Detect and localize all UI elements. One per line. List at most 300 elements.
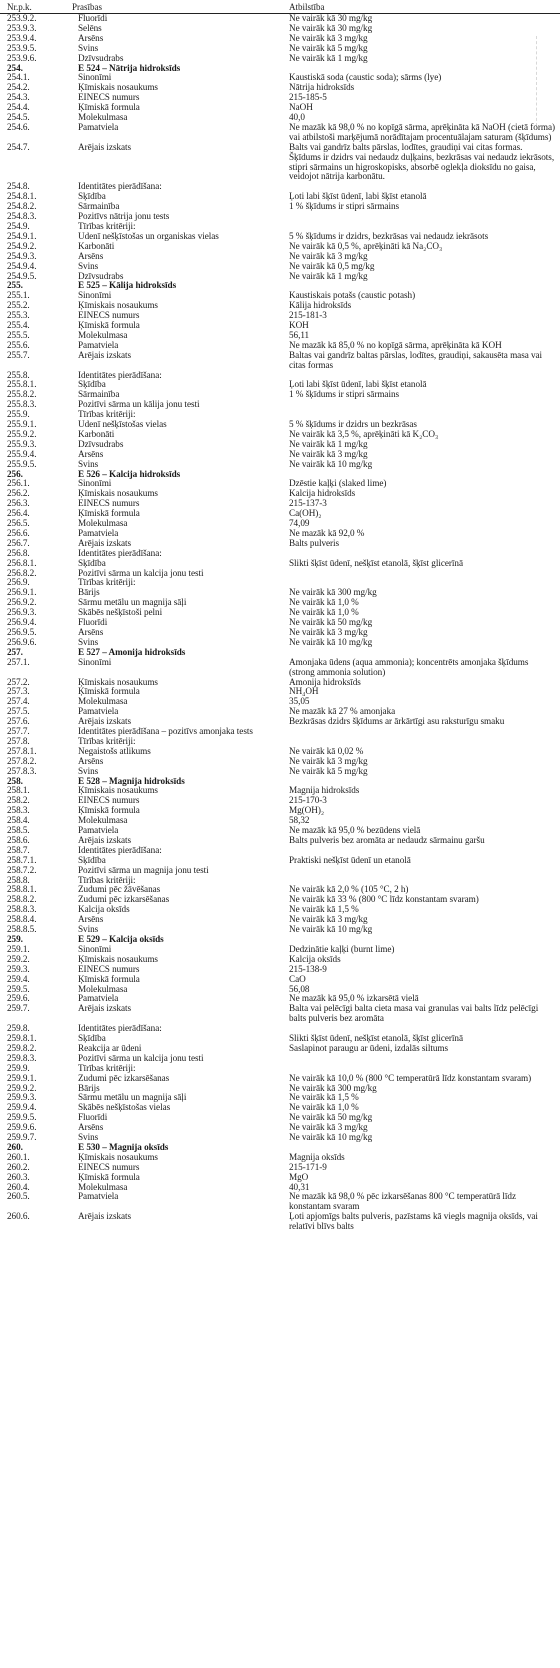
row-requirement: Dzīvsudrabs <box>78 53 124 63</box>
row-requirement: Fluorīdi <box>78 14 108 23</box>
row-number: 253.9.3. <box>7 22 37 33</box>
row-number: 256.9. <box>7 577 30 588</box>
table-row <box>0 272 560 282</box>
table-row <box>0 806 560 816</box>
row-requirement: Sinonīmi <box>78 291 112 301</box>
row-number: 258.5. <box>7 825 30 836</box>
row-number: 255.9.3. <box>7 438 37 449</box>
row-number: 255.9. <box>7 409 30 420</box>
row-number: 255.8.1. <box>7 379 37 390</box>
row-number: 259.9.6. <box>7 1122 37 1133</box>
table-row <box>0 767 560 777</box>
row-number: 259.2. <box>7 953 30 964</box>
row-compliance-value: Ne mazāk kā 85,0 % no kopīgā sārma, aprēķināta kā KOH <box>289 339 502 350</box>
table-row <box>0 1153 560 1163</box>
row-number: 257. <box>7 646 23 657</box>
row-number: 255.9.5. <box>7 458 37 469</box>
table-row <box>0 83 560 93</box>
row-number: 258.7.1. <box>7 854 37 865</box>
row-number: 260.4. <box>7 1181 30 1192</box>
section-heading-row <box>0 935 560 945</box>
table-row <box>0 727 560 737</box>
row-number: 257.4. <box>7 696 30 707</box>
row-compliance-value: MgO <box>289 1171 309 1182</box>
row-number: 255.8.3. <box>7 399 37 410</box>
row-number: 255.9.1. <box>7 419 37 430</box>
row-number: 256.9.4. <box>7 617 37 628</box>
table-row <box>0 1103 560 1113</box>
table-row <box>0 1074 560 1084</box>
row-compliance-value <box>289 569 555 579</box>
row-compliance-value: 56,11 <box>289 329 310 340</box>
row-compliance-value: 5 % šķīdums ir dzidrs un bezkrāsas <box>289 419 417 430</box>
row-requirement: Kalcija oksīds <box>78 905 130 915</box>
row-compliance-value: Ne vairāk kā 5 mg/kg <box>289 765 368 776</box>
table-row <box>0 1054 560 1064</box>
row-requirement: Pamatviela <box>78 1192 119 1202</box>
row-requirement: Pozitīvi sārma un kalcija jonu testi <box>78 568 204 578</box>
row-number: 258.7. <box>7 844 30 855</box>
row-number: 253.9.4. <box>7 32 37 43</box>
row-requirement: Ķīmiskā formula <box>78 687 140 697</box>
row-compliance-value: Ne vairāk kā 50 mg/kg <box>289 1112 373 1123</box>
row-requirement: Sinonīmi <box>78 944 112 954</box>
table-row <box>0 578 560 588</box>
row-requirement: Ķīmiskais nosaukums <box>78 677 158 687</box>
table-row <box>0 192 560 202</box>
row-compliance-value: 40,0 <box>289 112 305 123</box>
row-number: 255.3. <box>7 310 30 321</box>
table-row <box>0 14 560 24</box>
row-number: 254.9.5. <box>7 270 37 281</box>
table-row <box>0 628 560 638</box>
row-number: 253.9.6. <box>7 52 37 63</box>
table-row <box>0 836 560 846</box>
row-number: 256.2. <box>7 488 30 499</box>
row-compliance-value: 58,32 <box>289 815 310 826</box>
row-compliance-value: 215-170-3 <box>289 795 327 806</box>
row-number: 255.9.4. <box>7 448 37 459</box>
table-row <box>0 965 560 975</box>
row-compliance-value: Kalcija oksīds <box>289 953 341 964</box>
row-number: 257.8. <box>7 735 30 746</box>
row-compliance-value: Ne vairāk kā 1 mg/kg <box>289 270 368 281</box>
row-number: 256.8.2. <box>7 567 37 578</box>
table-row <box>0 24 560 34</box>
row-compliance-value: Balts pulveris <box>289 537 340 548</box>
section-heading-row <box>0 1143 560 1153</box>
row-number: 258.3. <box>7 805 30 816</box>
row-compliance-value: Ne vairāk kā 0,02 % <box>289 745 364 756</box>
table-row <box>0 410 560 420</box>
table-row <box>0 54 560 64</box>
table-row <box>0 618 560 628</box>
row-requirement: Arsēns <box>78 628 104 637</box>
table-row <box>0 212 560 222</box>
row-compliance-value <box>289 727 555 737</box>
row-number: 255.7. <box>7 349 30 360</box>
row-requirement: EINECS numurs <box>78 311 140 321</box>
row-compliance-value: Ne vairāk kā 300 mg/kg <box>289 1082 377 1093</box>
table-row <box>0 539 560 549</box>
row-requirement: E 525 – Kālija hidroksīds <box>78 281 177 291</box>
table-row <box>0 301 560 311</box>
row-compliance-value: Baltas vai gandrīz baltas pārslas, lodītes, graudiņi, sakausēta masa vai citas formas <box>289 349 543 370</box>
header-col-requirements: Prasības <box>72 2 102 12</box>
table-row <box>0 252 560 262</box>
table-row <box>0 895 560 905</box>
header-col-number: Nr.p.k. <box>7 2 32 12</box>
row-number: 256. <box>7 468 23 479</box>
row-compliance-value: Ne mazāk kā 95,0 % izkarsētā vielā <box>289 993 419 1004</box>
row-requirement: Pamatviela <box>78 707 119 717</box>
table-row <box>0 143 560 183</box>
row-requirement: Svins <box>78 925 99 935</box>
row-number: 254.9.1. <box>7 230 37 241</box>
row-requirement: Pozitīvs nātrija jonu tests <box>78 212 170 222</box>
row-compliance-value: 5 % šķīdums ir dzidrs, bezkrāsas vai nedaudz iekrāsots <box>289 230 489 241</box>
row-number: 254.8.2. <box>7 201 37 212</box>
row-requirement: Sinonīmi <box>78 657 112 667</box>
row-number: 254.9.2. <box>7 240 37 251</box>
table-row <box>0 945 560 955</box>
row-requirement: Bārijs <box>78 588 100 598</box>
row-number: 254.1. <box>7 72 30 83</box>
table-row <box>0 1212 560 1232</box>
table-row <box>0 1034 560 1044</box>
row-number: 258.1. <box>7 785 30 796</box>
table-row <box>0 93 560 103</box>
row-requirement: Ūdenī nešķīstošas un organiskas vielas <box>78 231 219 241</box>
row-number: 254.7. <box>7 141 30 152</box>
row-number: 256.3. <box>7 498 30 509</box>
row-compliance-value: Ne vairāk kā 3 mg/kg <box>289 250 368 261</box>
row-compliance-value: Ne vairāk kā 3 mg/kg <box>289 32 368 43</box>
row-requirement: Pozitīvi sārma un magnija jonu testi <box>78 865 209 875</box>
table-row <box>0 955 560 965</box>
table-row <box>0 371 560 381</box>
row-requirement: EINECS numurs <box>78 796 140 806</box>
table-row <box>0 489 560 499</box>
row-number: 257.8.2. <box>7 755 37 766</box>
row-requirement: Fluorīdi <box>78 618 108 628</box>
table-row <box>0 1192 560 1212</box>
row-requirement: Šķīdība <box>78 380 106 390</box>
row-number: 258.8.5. <box>7 924 37 935</box>
table-row <box>0 1024 560 1034</box>
row-compliance-value <box>289 400 555 410</box>
row-requirement: Identitātes pierādīšana – pozitīvs amonjaka tests <box>78 727 253 737</box>
row-compliance-value: Balts pulveris bez aromāta ar nedaudz sārmainu garšu <box>289 834 485 845</box>
row-compliance-value: 215-138-9 <box>289 963 327 974</box>
row-number: 256.8. <box>7 547 30 558</box>
row-number: 259.1. <box>7 943 30 954</box>
row-number: 259.9.7. <box>7 1132 37 1143</box>
row-requirement: Dzīvsudrabs <box>78 439 124 449</box>
row-requirement: Pozitīvi sārma un kālija jonu testi <box>78 400 200 410</box>
row-number: 257.7. <box>7 726 30 737</box>
row-requirement: Ķīmiskā formula <box>78 103 140 113</box>
row-number: 260.3. <box>7 1171 30 1182</box>
row-number: 258.8. <box>7 874 30 885</box>
header-col-compliance: Atbilstība <box>289 2 325 12</box>
row-compliance-value: Ļoti apjomīgs balts pulveris, pazīstams kā viegls magnija oksīds, vai relatīvi blīvs balts <box>289 1211 538 1232</box>
table-row <box>0 1084 560 1094</box>
table-row <box>0 430 560 440</box>
table-row <box>0 1004 560 1024</box>
row-compliance-value: Ne vairāk kā 0,5 mg/kg <box>289 260 375 271</box>
table-row <box>0 291 560 301</box>
table-row <box>0 846 560 856</box>
row-number: 256.8.1. <box>7 557 37 568</box>
row-compliance-value: 215-185-5 <box>289 92 327 103</box>
row-number: 259. <box>7 933 23 944</box>
row-compliance-value: 215-181-3 <box>289 310 327 321</box>
row-compliance-value: Ne vairāk kā 5 mg/kg <box>289 42 368 53</box>
row-number: 259.6. <box>7 993 30 1004</box>
row-requirement: Sārmu metālu un magnija sāļi <box>78 1093 187 1103</box>
row-compliance-value: Ne vairāk kā 2,0 % (105 °C, 2 h) <box>289 884 409 895</box>
row-requirement: Tīrības kritēriji: <box>78 1063 136 1073</box>
row-compliance-value: Kaustiskā soda (caustic soda); sārms (lye) <box>289 72 442 83</box>
row-requirement: Ķīmiskais nosaukums <box>78 1152 158 1162</box>
row-number: 254.8. <box>7 181 30 192</box>
row-number: 257.2. <box>7 676 30 687</box>
table-row <box>0 420 560 430</box>
table-row <box>0 351 560 371</box>
row-requirement: Fluorīdi <box>78 1113 108 1123</box>
row-compliance-value: Ne vairāk kā 300 mg/kg <box>289 587 377 598</box>
row-compliance-value: NH₄OH <box>289 686 319 697</box>
row-requirement: Tīrības kritēriji: <box>78 410 136 420</box>
row-number: 259.9.4. <box>7 1102 37 1113</box>
table-row <box>0 866 560 876</box>
row-compliance-value: Amonjaka ūdens (aqua ammonia); koncentrēts amonjaka šķīdums (strong ammonia solution) <box>289 656 529 677</box>
row-requirement: Šķīdība <box>78 855 106 865</box>
row-number: 259.8.1. <box>7 1033 37 1044</box>
section-heading-row <box>0 470 560 480</box>
row-requirement: Identitātes pierādīšana: <box>78 1024 162 1034</box>
table-row <box>0 321 560 331</box>
table-row <box>0 737 560 747</box>
row-compliance-value: Ne vairāk kā 1,0 % <box>289 607 359 618</box>
table-row <box>0 747 560 757</box>
row-requirement: Karbonāti <box>78 241 115 251</box>
row-number: 259.8.2. <box>7 1042 37 1053</box>
row-requirement: Identitātes pierādīšana: <box>78 182 162 192</box>
section-heading-row <box>0 281 560 291</box>
table-row <box>0 529 560 539</box>
row-number: 259.8.3. <box>7 1052 37 1063</box>
row-compliance-value: Ne vairāk kā 10 mg/kg <box>289 1132 373 1143</box>
table-row <box>0 182 560 192</box>
row-compliance-value: Ne vairāk kā 1,0 % <box>289 1102 359 1113</box>
row-compliance-value: NaOH <box>289 102 313 113</box>
table-row <box>0 1173 560 1183</box>
row-requirement: Ārējais izskats <box>78 1212 132 1222</box>
row-requirement: Molekulmasa <box>78 816 128 826</box>
row-compliance-value: 215-137-3 <box>289 498 327 509</box>
row-requirement: EINECS numurs <box>78 1162 140 1172</box>
table-row <box>0 390 560 400</box>
row-number: 255.8.2. <box>7 389 37 400</box>
row-number: 255.2. <box>7 300 30 311</box>
row-compliance-value: Ne vairāk kā 10,0 % (800 °C temperatūrā līdz konstantam svaram) <box>289 1072 532 1083</box>
row-number: 258. <box>7 775 23 786</box>
row-requirement: Svins <box>78 459 99 469</box>
row-requirement: Molekulmasa <box>78 984 128 994</box>
table-row <box>0 856 560 866</box>
table-row <box>0 876 560 886</box>
table-row <box>0 786 560 796</box>
table-row <box>0 608 560 618</box>
row-compliance-value: Balta vai pelēcīgi balta cieta masa vai granulas vai balts līdz pelēcīgi balts pulveris bez aromāta <box>289 1003 539 1024</box>
row-compliance-value: Kalcija hidroksīds <box>289 488 356 499</box>
table-row <box>0 73 560 83</box>
row-requirement: Molekulmasa <box>78 113 128 123</box>
row-requirement: Ārējais izskats <box>78 717 132 727</box>
table-row <box>0 757 560 767</box>
row-compliance-value: 215-171-9 <box>289 1161 327 1172</box>
row-requirement: Ķīmiskais nosaukums <box>78 786 158 796</box>
row-number: 256.9.1. <box>7 587 37 598</box>
row-number: 255.5. <box>7 329 30 340</box>
row-compliance-value: Ļoti labi šķīst ūdenī, labi šķīst etanolā <box>289 191 427 202</box>
row-number: 254.8.3. <box>7 211 37 222</box>
row-requirement: E 524 – Nātrija hidroksīds <box>78 63 181 73</box>
row-compliance-value: Kaustiskais potašs (caustic potash) <box>289 290 416 301</box>
row-number: 254. <box>7 62 23 73</box>
row-requirement: Svins <box>78 637 99 647</box>
row-number: 254.4. <box>7 102 30 113</box>
row-number: 255.8. <box>7 369 30 380</box>
row-compliance-value: Ne vairāk kā 1,5 % <box>289 1092 359 1103</box>
table-row <box>0 103 560 113</box>
row-requirement: Arsēns <box>78 756 104 766</box>
row-requirement: Ķīmiskais nosaukums <box>78 489 158 499</box>
row-requirement: Pamatviela <box>78 528 119 538</box>
row-compliance-value: Ne vairāk kā 30 mg/kg <box>289 13 373 23</box>
row-number: 258.8.2. <box>7 894 37 905</box>
row-requirement: Molekulmasa <box>78 1182 128 1192</box>
row-number: 258.6. <box>7 834 30 845</box>
table-row <box>0 1123 560 1133</box>
row-compliance-value: Ne vairāk kā 3 mg/kg <box>289 914 368 925</box>
table-row <box>0 549 560 559</box>
row-requirement: Pamatviela <box>78 994 119 1004</box>
row-requirement: E 529 – Kalcija oksīds <box>78 934 164 944</box>
table-row <box>0 569 560 579</box>
table-row <box>0 242 560 252</box>
row-requirement: Arsēns <box>78 251 104 261</box>
row-number: 259.9.2. <box>7 1082 37 1093</box>
row-requirement: Ķīmiskais nosaukums <box>78 954 158 964</box>
row-requirement: Svins <box>78 43 99 53</box>
row-compliance-value: 74,09 <box>289 518 310 529</box>
row-requirement: Šķīdība <box>78 558 106 568</box>
row-requirement: Sārmainība <box>78 390 120 400</box>
row-requirement: Molekulmasa <box>78 519 128 529</box>
row-compliance-value: Ne vairāk kā 1,0 % <box>289 597 359 608</box>
row-requirement: Ķīmiskā formula <box>78 509 140 519</box>
row-requirement: Zudumi pēc žāvēšanas <box>78 885 161 895</box>
row-compliance-value: Dedzinātie kaļķi (burnt lime) <box>289 943 395 954</box>
row-number: 260.2. <box>7 1161 30 1172</box>
table-row <box>0 519 560 529</box>
table-row <box>0 598 560 608</box>
section-heading-row <box>0 777 560 787</box>
row-requirement: Ārējais izskats <box>78 142 132 152</box>
row-requirement: Ķīmiskā formula <box>78 1172 140 1182</box>
row-requirement: Skābēs nešķīstošas vielas <box>78 1103 171 1113</box>
row-number: 258.7.2. <box>7 864 37 875</box>
row-requirement: Svins <box>78 1133 99 1143</box>
table-row <box>0 499 560 509</box>
row-number: 256.5. <box>7 518 30 529</box>
row-requirement: Dzīvsudrabs <box>78 271 124 281</box>
row-requirement: Ķīmiskā formula <box>78 974 140 984</box>
row-compliance-value: Ne mazāk kā 95,0 % bezūdens vielā <box>289 825 421 836</box>
row-number: 260.1. <box>7 1151 30 1162</box>
row-requirement: Tīrības kritēriji: <box>78 578 136 588</box>
row-compliance-value: Ne vairāk kā 3 mg/kg <box>289 755 368 766</box>
row-number: 254.9. <box>7 220 30 231</box>
row-requirement: Arsēns <box>78 1123 104 1133</box>
table-header <box>0 0 560 14</box>
row-compliance-value: Magnija oksīds <box>289 1151 345 1162</box>
table-row <box>0 985 560 995</box>
row-requirement: Pamatviela <box>78 122 119 132</box>
row-requirement: Ķīmiskā formula <box>78 806 140 816</box>
row-requirement: E 530 – Magnija oksīds <box>78 1142 169 1152</box>
table-row <box>0 44 560 54</box>
row-requirement: Ķīmiskais nosaukums <box>78 83 158 93</box>
row-requirement: Ārējais izskats <box>78 350 132 360</box>
row-requirement: E 528 – Magnija hidroksīds <box>78 776 185 786</box>
row-compliance-value: Ne mazāk kā 98,0 % no kopīgā sārma, aprēķināta kā NaOH (cietā forma) vai atbilstoši marķējumā norādītajam procentuālajam saturam (šķīdums) <box>289 121 555 142</box>
row-number: 257.3. <box>7 686 30 697</box>
row-compliance-value: Nātrija hidroksīds <box>289 82 355 93</box>
row-compliance-value: Ne vairāk kā 33 % (800 °C līdz konstantam svaram) <box>289 894 479 905</box>
table-row <box>0 123 560 143</box>
row-requirement: Šķīdība <box>78 1034 106 1044</box>
row-number: 253.9.2. <box>7 13 37 23</box>
row-number: 254.6. <box>7 121 30 132</box>
row-requirement: Sārmainība <box>78 202 120 212</box>
table-row <box>0 687 560 697</box>
row-number: 256.9.5. <box>7 627 37 637</box>
row-compliance-value: Dzēstie kaļķi (slaked lime) <box>289 478 387 489</box>
row-number: 257.6. <box>7 716 30 727</box>
table-row <box>0 975 560 985</box>
row-requirement: Karbonāti <box>78 429 115 439</box>
row-number: 259.4. <box>7 973 30 984</box>
row-requirement: Tīrības kritēriji: <box>78 736 136 746</box>
table-row <box>0 232 560 242</box>
row-number: 254.9.4. <box>7 260 37 271</box>
row-requirement: Molekulmasa <box>78 330 128 340</box>
row-number: 255.4. <box>7 320 30 331</box>
row-compliance-value: Magnija hidroksīds <box>289 785 360 796</box>
table-row <box>0 311 560 321</box>
row-requirement: Arsēns <box>78 449 104 459</box>
table-row <box>0 479 560 489</box>
row-compliance-value: 1 % šķīdums ir stipri sārmains <box>289 389 400 400</box>
row-compliance-value <box>289 866 555 876</box>
row-number: 257.8.3. <box>7 765 37 776</box>
row-number: 257.8.1. <box>7 745 37 756</box>
row-number: 256.1. <box>7 478 30 489</box>
